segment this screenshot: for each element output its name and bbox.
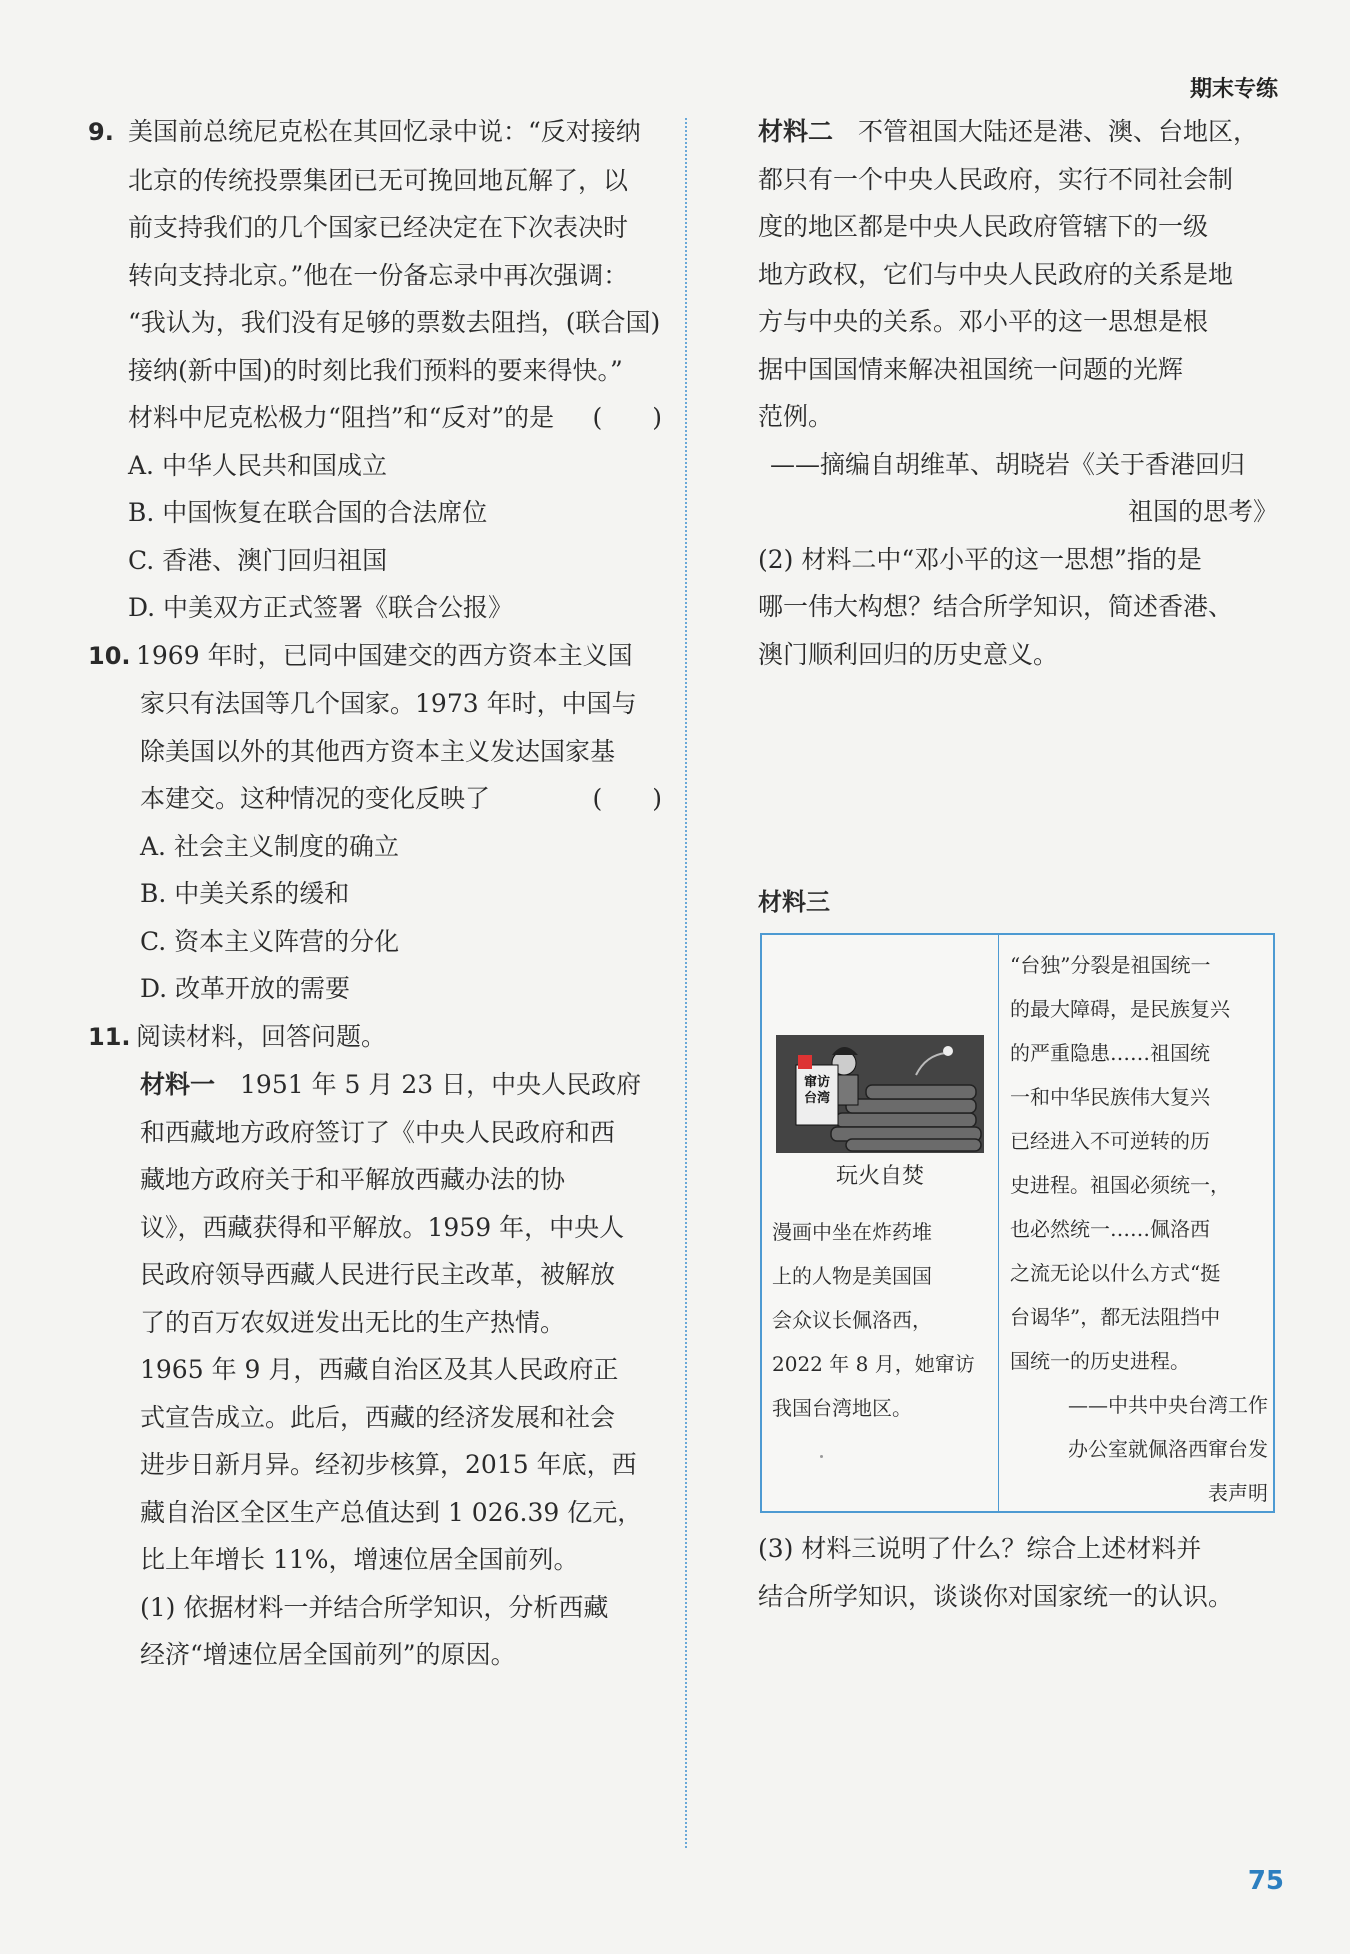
material-line: 1965 年 9 月，西藏自治区及其人民政府正 xyxy=(140,1355,619,1384)
material-line: 都只有一个中央人民政府，实行不同社会制 xyxy=(758,164,1234,194)
answer-blank[interactable]: ( ) xyxy=(592,403,662,432)
cartoon-caption: 玩火自焚 xyxy=(835,1164,924,1189)
left-column xyxy=(88,108,668,1679)
material-line: 度的地区都是中央人民政府管辖下的一级 xyxy=(758,212,1209,241)
material-2-source: ——摘编自胡维革、胡晓岩《关于香港回归 xyxy=(770,449,1246,479)
material-line: 比上年增长 11%，增速位居全国前列。 xyxy=(140,1545,579,1574)
option-d[interactable]: D. 中美双方正式签署《联合公报》 xyxy=(128,593,514,622)
cartoon-explanation: 漫画中坐在炸药堆 上的人物是美国国 会众议长佩洛西， 2022 年 8 月，她窜访 我国台湾地区。 xyxy=(772,1220,975,1420)
sub-question-3: (3) 材料三说明了什么？综合上述材料并 结合所学知识，谈谈你对国家统一的认识。 xyxy=(758,1534,1234,1611)
material-line: 进步日新月异。经初步核算，2015 年底，西 xyxy=(140,1450,637,1479)
answer-blank[interactable]: ( ) xyxy=(592,784,662,813)
question-11 xyxy=(88,1013,668,1679)
question-number: 11. xyxy=(88,1022,131,1051)
column-divider xyxy=(685,118,687,1848)
material-2-first-line: 材料二 不管祖国大陆还是港、澳、台地区， xyxy=(758,117,1259,146)
material-2-label: 材料二 xyxy=(758,117,834,146)
statement-text: “台独”分裂是祖国统一 的最大障碍，是民族复兴 的严重隐患……祖国统 一和中华民族伟大复兴 已经进入不可逆转的历 史进程。祖国必须统一， 也必然统一……佩洛西 之流无论以什么方式“挺 台谒华”，都无法阻挡中 国统一的历史进程。 ——中共中央台湾工作 办公室就佩洛西窜台发 表声明 xyxy=(1010,943,1268,1515)
question-line: 11. 阅读材料，回答问题。 xyxy=(88,1013,668,1062)
right-column xyxy=(758,108,1278,678)
question-number: 9. xyxy=(88,118,114,146)
question-line: 前支持我们的几个国家已经决定在下次表决时 xyxy=(128,213,629,242)
material-line: 地方政权，它们与中央人民政府的关系是地 xyxy=(758,259,1234,289)
statement-source: 表声明 xyxy=(1208,1481,1268,1505)
material-line: 了的百万农奴迸发出无比的生产热情。 xyxy=(140,1307,566,1337)
question-number: 10. xyxy=(88,641,131,670)
question-line: 家只有法国等几个国家。1973 年时，中国与 xyxy=(140,689,637,718)
material-line: 议》，西藏获得和平解放。1959 年，中央人 xyxy=(140,1212,625,1242)
sub-question-1: 经济“增速位居全国前列”的原因。 xyxy=(140,1640,516,1669)
page-number: 75 xyxy=(1247,1866,1284,1896)
material-line: 藏地方政府关于和平解放西藏办法的协 xyxy=(140,1165,566,1194)
material-3-label: 材料三 xyxy=(758,888,830,916)
material-1-first-line: 材料一 1951 年 5 月 23 日，中央人民政府 xyxy=(140,1070,642,1099)
material-line: 范例。 xyxy=(758,402,834,431)
question-stem: 本建交。这种情况的变化反映了 ( ) xyxy=(88,775,668,823)
material-line: 式宣告成立。此后，西藏的经济发展和社会 xyxy=(140,1402,616,1432)
option-b[interactable]: B. 中美关系的缓和 xyxy=(140,879,350,908)
question-line: 转向支持北京。”他在一份备忘录中再次强调： xyxy=(128,260,629,290)
option-b[interactable]: B. 中国恢复在联合国的合法席位 xyxy=(128,498,488,527)
statement-source: ——中共中央台湾工作 xyxy=(1068,1393,1268,1417)
material-3-box xyxy=(760,933,1275,1513)
sub-question-2: 哪一伟大构想？结合所学知识，简述香港、 xyxy=(758,592,1234,621)
option-d[interactable]: D. 改革开放的需要 xyxy=(140,974,351,1003)
question-stem: 材料中尼克松极力“阻挡”和“反对”的是 ( ) xyxy=(88,394,668,442)
material-line: 和西藏地方政府签订了《中央人民政府和西 xyxy=(140,1117,616,1147)
option-c[interactable]: C. 香港、澳门回归祖国 xyxy=(128,545,388,575)
material-2-source: 祖国的思考》 xyxy=(1127,497,1278,526)
question-9 xyxy=(88,108,668,632)
question-line: 9. 美国前总统尼克松在其回忆录中说：“反对接纳 xyxy=(88,108,668,157)
material-line: 民政府领导西藏人民进行民主改革，被解放 xyxy=(140,1260,616,1289)
question-10 xyxy=(88,632,668,1013)
question-line: “我认为，我们没有足够的票数去阻挡，(联合国) xyxy=(128,308,661,337)
section-header: 期末专练 xyxy=(1189,77,1278,102)
question-line: 除美国以外的其他西方资本主义发达国家基 xyxy=(140,736,616,766)
material-line: 藏自治区全区生产总值达到 1 026.39 亿元， xyxy=(140,1497,643,1527)
material-line: 据中国国情来解决祖国统一问题的光辉 xyxy=(758,354,1184,384)
cartoon-sign-text: 窜访台湾 xyxy=(803,1075,830,1106)
question-line: 接纳(新中国)的时刻比我们预料的要来得快。” xyxy=(128,355,623,385)
question-line: 10. 1969 年时，已同中国建交的西方资本主义国 xyxy=(88,632,668,681)
option-a[interactable]: A. 社会主义制度的确立 xyxy=(140,831,399,861)
option-a[interactable]: A. 中华人民共和国成立 xyxy=(128,450,387,480)
sub-question-2: 澳门顺利回归的历史意义。 xyxy=(758,639,1059,669)
question-line: 北京的传统投票集团已无可挽回地瓦解了，以 xyxy=(128,165,629,195)
cartoon-image xyxy=(776,1035,984,1153)
option-c[interactable]: C. 资本主义阵营的分化 xyxy=(140,926,400,956)
statement-source: 办公室就佩洛西窜台发 xyxy=(1068,1437,1268,1461)
sub-question-1: (1) 依据材料一并结合所学知识，分析西藏 xyxy=(140,1592,609,1622)
stray-dot xyxy=(820,1455,823,1458)
material-1-label: 材料一 xyxy=(140,1070,216,1099)
sub-question-2: (2) 材料二中“邓小平的这一思想”指的是 xyxy=(758,544,1202,574)
material-3-divider xyxy=(998,935,999,1511)
material-line: 方与中央的关系。邓小平的这一思想是根 xyxy=(758,307,1209,336)
